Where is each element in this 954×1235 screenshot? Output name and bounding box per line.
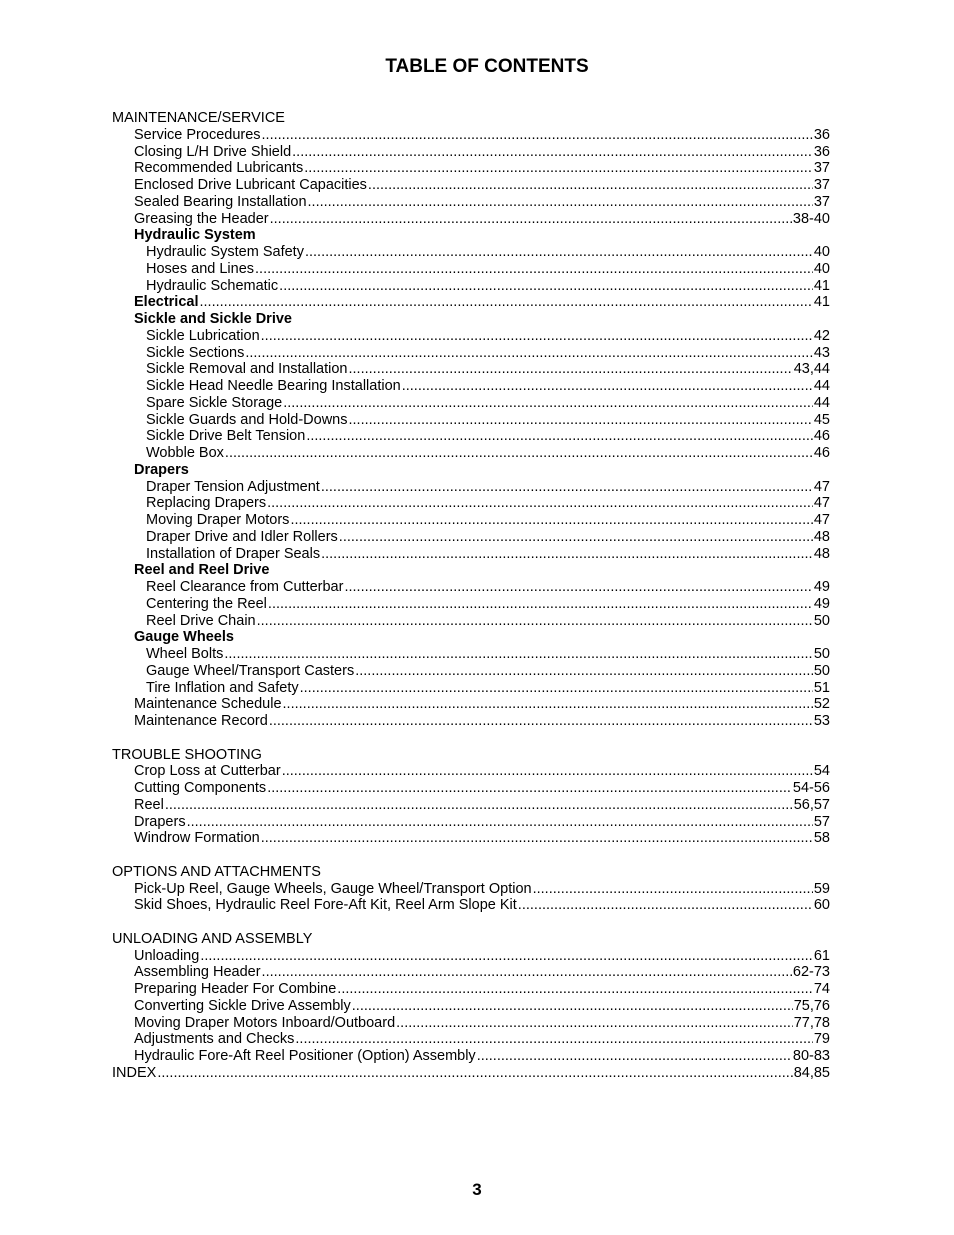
toc-entry[interactable]: Converting Sickle Drive Assembly ..... 75,76 (112, 998, 830, 1015)
toc-entry[interactable]: Sickle Sections ..... 43 (112, 345, 830, 362)
toc-entry[interactable]: Maintenance Record ..... 53 (112, 713, 830, 730)
toc-entry[interactable]: Draper Tension Adjustment ..... 47 (112, 479, 830, 496)
toc-entry[interactable]: Hydraulic System Safety ..... 40 (112, 244, 830, 261)
toc-entry[interactable]: Sickle Guards and Hold-Downs ..... 45 (112, 412, 830, 429)
subsection-heading: Sickle and Sickle Drive (134, 311, 292, 327)
toc-entry[interactable]: Enclosed Drive Lubricant Capacities ..... 37 (112, 177, 830, 194)
toc-entry[interactable]: Pick-Up Reel, Gauge Wheels, Gauge Wheel/Transport Option ..... 59 (112, 881, 830, 898)
toc-entry[interactable]: Adjustments and Checks ..... 79 (112, 1031, 830, 1048)
toc-entry[interactable]: Sickle Head Needle Bearing Installation ..... 44 (112, 378, 830, 395)
toc-entry[interactable]: Replacing Drapers ..... 47 (112, 495, 830, 512)
toc-entry[interactable]: Crop Loss at Cutterbar ..... 54 (112, 763, 830, 780)
toc-entry[interactable]: Spare Sickle Storage ..... 44 (112, 395, 830, 412)
toc-entry[interactable]: Preparing Header For Combine ..... 74 (112, 981, 830, 998)
toc-entry[interactable]: Skid Shoes, Hydraulic Reel Fore-Aft Kit, Reel Arm Slope Kit ..... 60 (112, 897, 830, 914)
toc-entry[interactable]: Closing L/H Drive Shield ..... 36 (112, 144, 830, 161)
toc-entry[interactable]: Installation of Draper Seals ..... 48 (112, 546, 830, 563)
toc-entry[interactable]: Service Procedures ..... 36 (112, 127, 830, 144)
toc-entry[interactable]: Sealed Bearing Installation ..... 37 (112, 194, 830, 211)
section-spacer (112, 847, 830, 864)
toc-entry[interactable]: Hydraulic Schematic ..... 41 (112, 278, 830, 295)
toc-entry[interactable]: Windrow Formation ..... 58 (112, 830, 830, 847)
toc-entry-electrical[interactable]: Electrical ..... 41 (112, 294, 830, 311)
toc-entry[interactable]: Drapers ..... 57 (112, 814, 830, 831)
section-heading: MAINTENANCE/SERVICE (112, 110, 285, 126)
section-spacer (112, 914, 830, 931)
toc-entry[interactable]: Centering the Reel ..... 49 (112, 596, 830, 613)
toc-entry[interactable]: Unloading ..... 61 (112, 948, 830, 965)
toc-entry[interactable]: Hoses and Lines ..... 40 (112, 261, 830, 278)
toc-entry[interactable]: Greasing the Header ..... 38-40 (112, 211, 830, 228)
toc-entry[interactable]: Reel Clearance from Cutterbar ..... 49 (112, 579, 830, 596)
toc-entry[interactable]: Moving Draper Motors Inboard/Outboard ..... 77,78 (112, 1015, 830, 1032)
subsection-heading: Drapers (134, 461, 189, 478)
toc-entry[interactable]: Moving Draper Motors ..... 47 (112, 512, 830, 529)
section-spacer (112, 730, 830, 747)
toc-entry[interactable]: Reel ..... 56,57 (112, 797, 830, 814)
toc-entry[interactable]: Hydraulic Fore-Aft Reel Positioner (Option) Assembly ..... 80-83 (112, 1048, 830, 1065)
section-heading: OPTIONS AND ATTACHMENTS (112, 863, 321, 880)
section-heading: TROUBLE SHOOTING (112, 746, 262, 763)
toc-entry[interactable]: Maintenance Schedule ..... 52 (112, 696, 830, 713)
toc-entry[interactable]: Recommended Lubricants ..... 37 (112, 160, 830, 177)
toc-entry[interactable]: Draper Drive and Idler Rollers ..... 48 (112, 529, 830, 546)
toc-entry[interactable]: Tire Inflation and Safety ..... 51 (112, 680, 830, 697)
page-title: TABLE OF CONTENTS (385, 56, 589, 77)
page-number: 3 (472, 1180, 482, 1199)
toc-entry[interactable]: Gauge Wheel/Transport Casters ..... 50 (112, 663, 830, 680)
table-of-contents (112, 110, 830, 1082)
toc-entry[interactable]: Assembling Header ..... 62-73 (112, 964, 830, 981)
toc-entry[interactable]: Wobble Box ..... 46 (112, 445, 830, 462)
subsection-heading: Reel and Reel Drive (134, 562, 270, 579)
section-heading: UNLOADING AND ASSEMBLY (112, 930, 313, 947)
toc-entry[interactable]: Sickle Removal and Installation ..... 43,44 (112, 361, 830, 378)
toc-entry[interactable]: Reel Drive Chain ..... 50 (112, 613, 830, 630)
subsection-heading: Gauge Wheels (134, 629, 234, 646)
toc-entry[interactable]: Sickle Lubrication ..... 42 (112, 328, 830, 345)
toc-entry[interactable]: Cutting Components ..... 54-56 (112, 780, 830, 797)
toc-entry[interactable]: Sickle Drive Belt Tension ..... 46 (112, 428, 830, 445)
toc-entry[interactable]: Wheel Bolts ..... 50 (112, 646, 830, 663)
subsection-heading: Hydraulic System (134, 227, 256, 244)
toc-entry-index[interactable]: INDEX ..... 84,85 (112, 1065, 830, 1082)
